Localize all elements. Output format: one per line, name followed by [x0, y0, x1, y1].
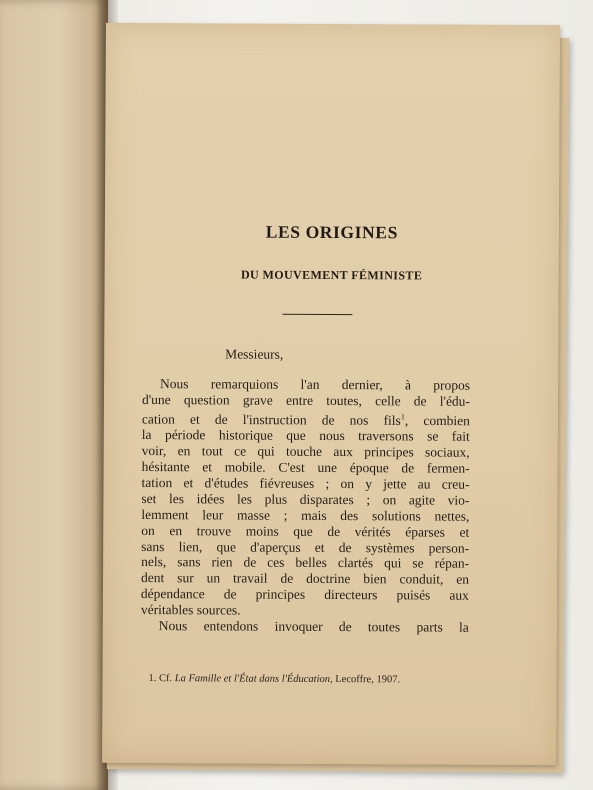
- text-line: la période historique que nous traversons se fait: [141, 427, 470, 444]
- footnote-publisher: , Lecoffre, 1907.: [330, 673, 401, 686]
- footnote-mark: 1: [400, 412, 405, 422]
- footnote-prefix: 1. Cf.: [148, 673, 173, 685]
- title-divider: [282, 314, 352, 315]
- chapter-title: LES ORIGINES: [265, 221, 398, 243]
- text-line: lemment leur masse ; mais des solutions nettes,: [141, 506, 470, 524]
- text-line: dépendance de principes directeurs puisés aux: [140, 586, 469, 604]
- text-line: tation et d'études fiévreuses ; on y jette au creu-: [141, 474, 470, 492]
- text-line-with-footnote: [142, 408, 470, 429]
- text-line: véritables sources.: [140, 602, 241, 618]
- text-line: Nous entendons invoquer de toutes parts la: [158, 618, 469, 635]
- text-segment: cation et de l'instruction de nos fils: [141, 411, 401, 428]
- text-line: dent sur un travail de doctrine bien conduit, en: [140, 570, 470, 588]
- text-line: sans lien, que d'aperçus et de systèmes person-: [141, 538, 470, 556]
- book-page: [102, 23, 560, 765]
- chapter-subtitle: DU MOUVEMENT FÉMINISTE: [240, 267, 423, 283]
- text-line: hésitante et mobile. C'est une époque de fermen-: [141, 459, 470, 476]
- left-facing-page: [0, 0, 108, 790]
- text-line: Nous remarquions l'an dernier, à propos: [160, 376, 471, 393]
- body-text: [141, 376, 470, 636]
- text-line: nels, sans rien de ces belles clartés qui se répan-: [141, 554, 470, 572]
- text-line: set les idées les plus disparates ; on agite vio-: [141, 490, 470, 508]
- salutation: Messieurs,: [225, 346, 284, 362]
- text-line: voir, en tout ce qui touche aux principes sociaux,: [141, 443, 470, 460]
- footnote: [148, 673, 478, 686]
- text-segment: , combien: [404, 412, 470, 429]
- text-line: on en trouve moins que de vérités éparses et: [141, 522, 470, 540]
- text-line: d'une question grave entre toutes, celle de l'édu-: [141, 391, 471, 409]
- footnote-work-title: La Famille et l'État dans l'Éducation: [174, 673, 331, 685]
